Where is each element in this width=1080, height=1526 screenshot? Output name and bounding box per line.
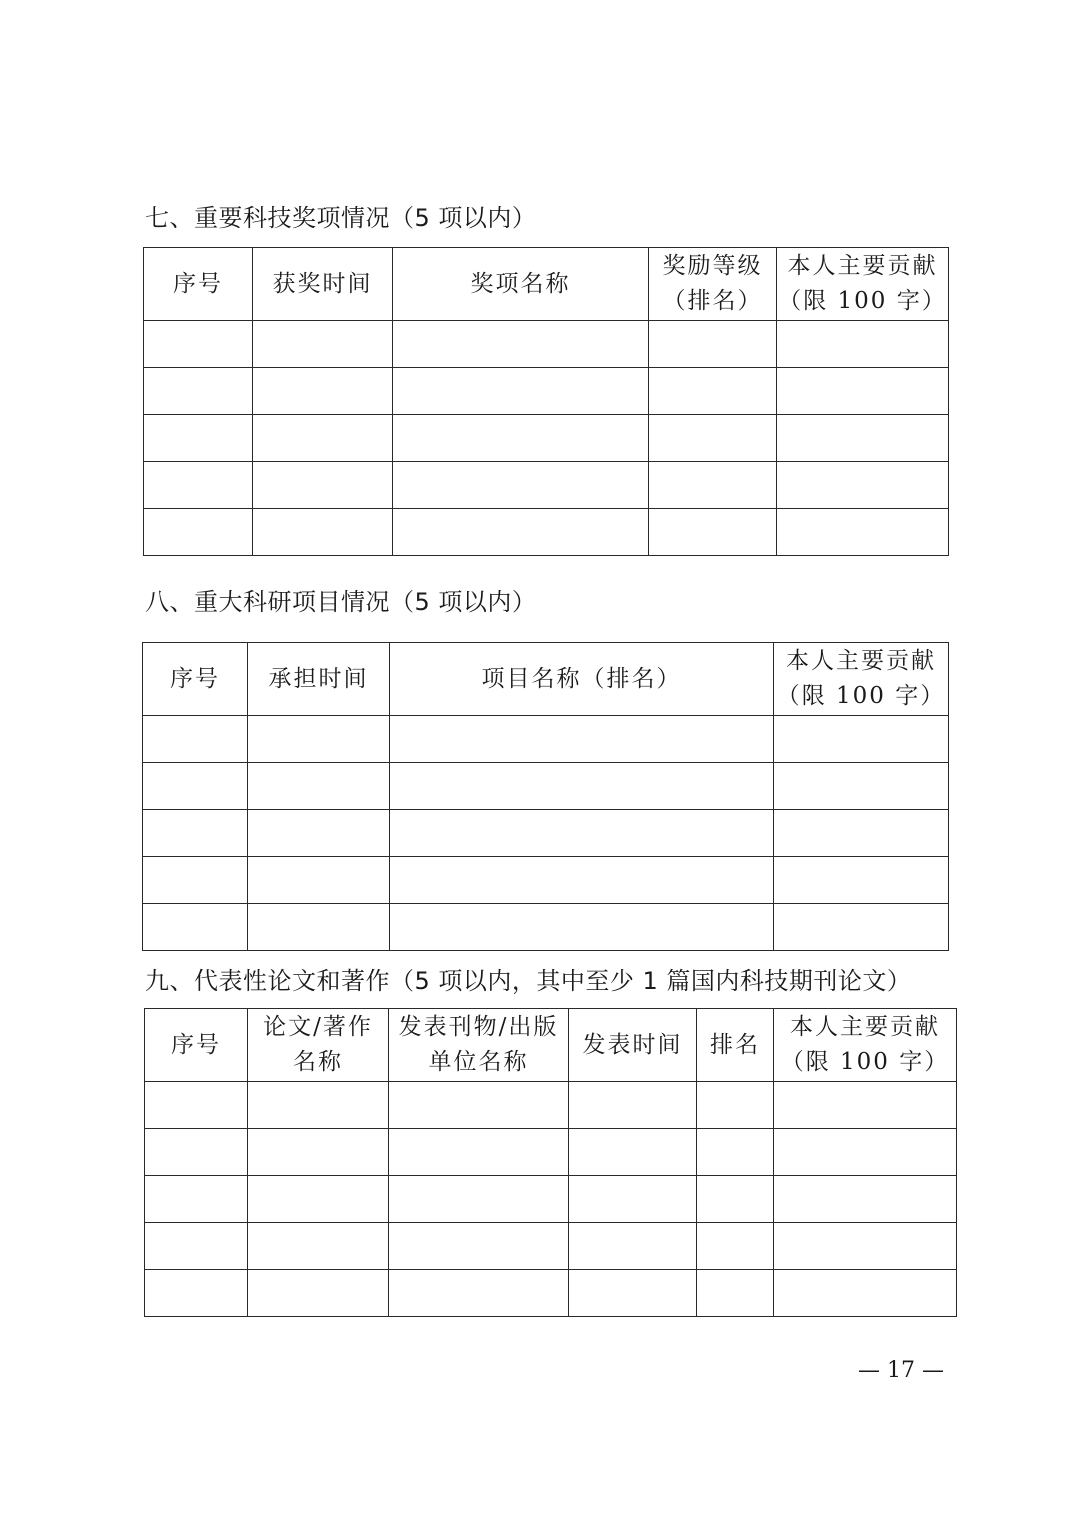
table-cell[interactable] (144, 415, 253, 462)
column-header-line: 项目名称（排名） (481, 665, 682, 692)
table-cell[interactable] (569, 1270, 697, 1317)
column-header-line: 名称 (293, 1049, 343, 1075)
table-row (145, 1129, 957, 1176)
column-header-line: 序号 (171, 1031, 221, 1058)
table-cell[interactable] (390, 763, 774, 810)
table-cell[interactable] (143, 857, 248, 904)
table-cell[interactable] (393, 321, 649, 368)
table-cell[interactable] (253, 321, 393, 368)
table-cell[interactable] (253, 509, 393, 556)
table-cell[interactable] (248, 904, 390, 951)
table-cell[interactable] (144, 368, 253, 415)
table-cell[interactable] (248, 1176, 389, 1223)
table-row (145, 1223, 957, 1270)
column-header (393, 248, 649, 321)
table-row (144, 321, 949, 368)
column-header-line: 本人主要贡献 (790, 1014, 940, 1040)
column-header-line: 本人主要贡献 (787, 253, 938, 279)
column-header-line: （限 100 字） (778, 288, 947, 314)
table-cell[interactable] (697, 1176, 774, 1223)
column-header (774, 643, 949, 716)
table-cell[interactable] (248, 1223, 389, 1270)
table-cell[interactable] (389, 1082, 569, 1129)
table-cell[interactable] (774, 1223, 957, 1270)
table-cell[interactable] (774, 810, 949, 857)
page-number: — 17 — (858, 1358, 944, 1383)
table-row (143, 904, 949, 951)
table-cell[interactable] (389, 1129, 569, 1176)
column-header (145, 1009, 248, 1082)
table-cell[interactable] (248, 1270, 389, 1317)
projects-section-title: 八、重大科研项目情况（5 项以内） (145, 588, 537, 616)
column-header-line: 发表时间 (582, 1031, 683, 1058)
table-cell[interactable] (649, 321, 777, 368)
table-cell[interactable] (569, 1129, 697, 1176)
header-row (143, 643, 949, 716)
column-header (697, 1009, 774, 1082)
awards-table (143, 247, 949, 556)
column-header (390, 643, 774, 716)
table-cell[interactable] (569, 1082, 697, 1129)
table-cell[interactable] (774, 857, 949, 904)
table-cell[interactable] (390, 904, 774, 951)
awards-section-title: 七、重要科技奖项情况（5 项以内） (145, 204, 537, 232)
table-cell[interactable] (393, 368, 649, 415)
table-cell[interactable] (144, 321, 253, 368)
papers-table (144, 1008, 957, 1317)
papers-section-title: 九、代表性论文和著作（5 项以内，其中至少 1 篇国内科技期刊论文） (145, 967, 912, 995)
table-cell[interactable] (774, 716, 949, 763)
table-cell[interactable] (390, 716, 774, 763)
table-cell[interactable] (697, 1129, 774, 1176)
table-cell[interactable] (143, 810, 248, 857)
table-cell[interactable] (393, 509, 649, 556)
table-cell[interactable] (569, 1223, 697, 1270)
table-cell[interactable] (143, 904, 248, 951)
column-header-line: 承担时间 (268, 665, 369, 692)
header-row (145, 1009, 957, 1082)
table-cell[interactable] (649, 368, 777, 415)
table-cell[interactable] (774, 1176, 957, 1223)
column-header (248, 643, 390, 716)
table-row (143, 810, 949, 857)
table-row (144, 509, 949, 556)
table-row (144, 462, 949, 509)
column-header-line: 发表刊物/出版 (398, 1014, 559, 1040)
table-cell[interactable] (248, 857, 390, 904)
column-header (143, 643, 248, 716)
table-cell[interactable] (774, 1129, 957, 1176)
projects-table (142, 642, 949, 951)
column-header (774, 1009, 957, 1082)
table-cell[interactable] (248, 1082, 389, 1129)
table-cell[interactable] (777, 509, 949, 556)
table-cell[interactable] (774, 763, 949, 810)
table-cell[interactable] (649, 509, 777, 556)
table-cell[interactable] (145, 1082, 248, 1129)
table-cell[interactable] (248, 810, 390, 857)
table-row (145, 1270, 957, 1317)
table-cell[interactable] (253, 462, 393, 509)
column-header-line: 本人主要贡献 (786, 648, 936, 674)
column-header-line: 获奖时间 (272, 270, 373, 297)
column-header (649, 248, 777, 321)
table-cell[interactable] (145, 1223, 248, 1270)
table-cell[interactable] (777, 415, 949, 462)
table-cell[interactable] (390, 857, 774, 904)
table-cell[interactable] (389, 1270, 569, 1317)
header-row (144, 248, 949, 321)
table-cell[interactable] (649, 462, 777, 509)
table-cell[interactable] (777, 462, 949, 509)
table-row (143, 763, 949, 810)
column-header-line: 排名 (710, 1031, 760, 1058)
column-header (569, 1009, 697, 1082)
table-cell[interactable] (777, 368, 949, 415)
table-cell[interactable] (390, 810, 774, 857)
table-cell[interactable] (774, 1082, 957, 1129)
table-cell[interactable] (253, 415, 393, 462)
table-row (144, 415, 949, 462)
table-cell[interactable] (569, 1176, 697, 1223)
table-cell[interactable] (248, 763, 390, 810)
table-cell[interactable] (145, 1129, 248, 1176)
table-row (144, 368, 949, 415)
column-header (389, 1009, 569, 1082)
table-cell[interactable] (144, 509, 253, 556)
table-row (143, 716, 949, 763)
table-cell[interactable] (697, 1270, 774, 1317)
table-row (145, 1176, 957, 1223)
table-row (145, 1082, 957, 1129)
table-cell[interactable] (389, 1223, 569, 1270)
table-cell[interactable] (143, 716, 248, 763)
table-cell[interactable] (697, 1223, 774, 1270)
table-cell[interactable] (389, 1176, 569, 1223)
table-cell[interactable] (697, 1082, 774, 1129)
table-cell[interactable] (393, 462, 649, 509)
column-header-line: 论文/著作 (263, 1014, 373, 1040)
table-cell[interactable] (144, 462, 253, 509)
table-cell[interactable] (143, 763, 248, 810)
column-header-line: 序号 (170, 665, 220, 692)
table-cell[interactable] (253, 368, 393, 415)
table-cell[interactable] (145, 1176, 248, 1223)
table-cell[interactable] (145, 1270, 248, 1317)
column-header-line: 奖励等级 (662, 253, 763, 279)
column-header (144, 248, 253, 321)
table-cell[interactable] (774, 1270, 957, 1317)
column-header-line: 奖项名称 (470, 270, 571, 297)
table-cell[interactable] (393, 415, 649, 462)
column-header-line: （排名） (662, 288, 763, 314)
table-row (143, 857, 949, 904)
table-cell[interactable] (248, 1129, 389, 1176)
column-header (248, 1009, 389, 1082)
column-header (253, 248, 393, 321)
column-header-line: （限 100 字） (780, 1049, 950, 1075)
column-header-line: （限 100 字） (776, 683, 946, 709)
column-header-line: 序号 (173, 270, 223, 297)
table-cell[interactable] (774, 904, 949, 951)
column-header (777, 248, 949, 321)
table-cell[interactable] (248, 716, 390, 763)
column-header-line: 单位名称 (428, 1049, 529, 1075)
table-cell[interactable] (649, 415, 777, 462)
table-cell[interactable] (777, 321, 949, 368)
